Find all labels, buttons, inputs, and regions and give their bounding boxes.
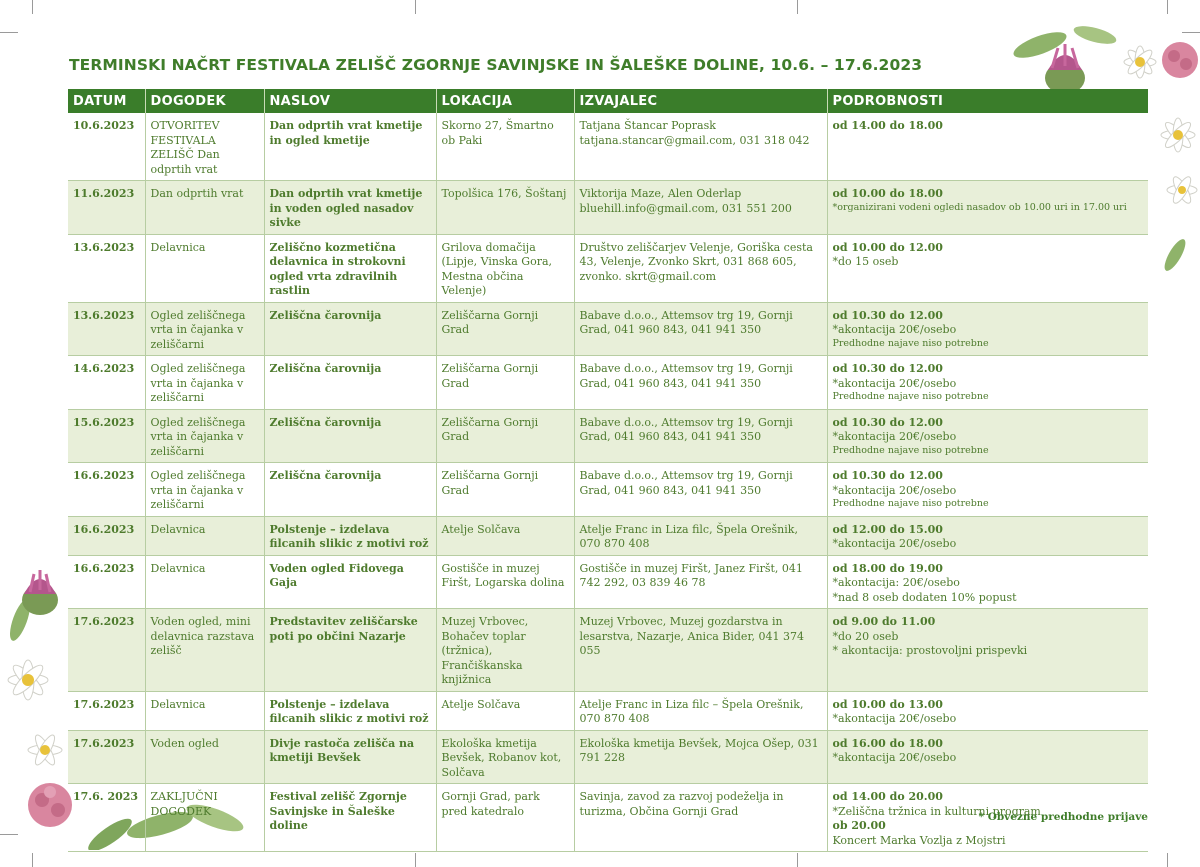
cell-podrobnosti	[827, 555, 1148, 609]
cell-izvajalec: Gostišče in muzej Firšt, Janez Firšt, 041 742 292, 03 839 46 78	[574, 555, 827, 609]
cell-lokacija: Skorno 27, Šmartno ob Paki	[436, 113, 574, 181]
cell-naslov: Zeliščna čarovnija	[264, 409, 436, 463]
cell-naslov: Dan odprtih vrat kmetije in ogled kmetije	[264, 113, 436, 181]
cell-dogodek: ZAKLJUČNI DOGODEK	[145, 784, 264, 852]
event-note: *akontacija 20€/osebo	[832, 376, 957, 390]
event-note-small: Predhodne najave niso potrebne	[832, 337, 989, 349]
event-time: od 10.00 do 12.00	[832, 240, 943, 254]
event-note: *nad 8 oseb dodaten 10% popust	[832, 590, 1017, 604]
cell-lokacija: Atelje Solčava	[436, 516, 574, 555]
cell-izvajalec: Babave d.o.o., Attemsov trg 19, Gornji Grad, 041 960 843, 041 941 350	[574, 463, 827, 517]
event-time: od 14.00 do 18.00	[832, 119, 943, 132]
event-note: *akontacija 20€/osebo	[832, 712, 957, 725]
cell-izvajalec: Babave d.o.o., Attemsov trg 19, Gornji Grad, 041 960 843, 041 941 350	[574, 356, 827, 410]
cell-podrobnosti	[827, 113, 1148, 181]
event-note-small: Predhodne najave niso potrebne	[832, 498, 989, 509]
cell-izvajalec: Tatjana Štancar Poprask tatjana.stancar@gmail.com, 031 318 042	[574, 113, 827, 181]
table-row	[68, 730, 1148, 784]
cell-datum: 17.6.2023	[68, 609, 145, 692]
table-row	[68, 234, 1148, 302]
cell-lokacija: Gostišče in muzej Firšt, Logarska dolina	[436, 555, 574, 609]
event-time: od 10.30 do 12.00	[832, 469, 943, 482]
cell-podrobnosti	[827, 609, 1148, 692]
cell-lokacija: Grilova domačija (Lipje, Vinska Gora, Mestna občina Velenje)	[436, 234, 574, 302]
event-note: Koncert Marka Vozlja z Mojstri	[832, 833, 1006, 847]
daisy-icon	[8, 660, 62, 767]
table-header-row	[68, 89, 1148, 113]
event-time-2: ob 20.00	[832, 819, 886, 832]
event-note-small: Predhodne najave niso potrebne	[832, 391, 989, 402]
cell-podrobnosti	[827, 691, 1148, 730]
cell-datum: 17.6.2023	[68, 730, 145, 784]
table-row	[68, 409, 1148, 463]
cell-izvajalec: Babave d.o.o., Attemsov trg 19, Gornji Grad, 041 960 843, 041 941 350	[574, 409, 827, 463]
crop-mark	[32, 853, 33, 867]
cell-naslov: Polstenje – izdelava filcanih slikic z motivi rož	[264, 516, 436, 555]
event-time: od 10.00 do 13.00	[832, 697, 943, 711]
table-row	[68, 181, 1148, 235]
cell-dogodek: Delavnica	[145, 555, 264, 609]
cell-podrobnosti	[827, 516, 1148, 555]
cell-dogodek: Ogled zeliščnega vrta in čajanka v zeliščarni	[145, 356, 264, 410]
cell-dogodek: Ogled zeliščnega vrta in čajanka v zeliščarni	[145, 463, 264, 517]
cell-izvajalec: Viktorija Maze, Alen Oderlap bluehill.info@gmail.com, 031 551 200	[574, 181, 827, 235]
cell-lokacija: Topolšica 176, Šoštanj	[436, 181, 574, 235]
event-time: od 9.00 do 11.00	[832, 615, 936, 628]
event-time: od 14.00 do 20.00	[832, 790, 943, 803]
event-note-small: Predhodne najave niso potrebne	[832, 444, 989, 456]
cell-lokacija: Atelje Solčava	[436, 691, 574, 730]
cell-lokacija: Zeliščarna Gornji Grad	[436, 356, 574, 410]
cell-podrobnosti	[827, 302, 1148, 356]
cell-naslov: Dan odprtih vrat kmetije in voden ogled nasadov sivke	[264, 181, 436, 235]
cell-podrobnosti	[827, 463, 1148, 517]
crop-mark	[797, 853, 798, 867]
cell-datum: 17.6.2023	[68, 691, 145, 730]
event-note: *do 15 oseb	[832, 255, 899, 268]
cell-datum: 11.6.2023	[68, 181, 145, 235]
cell-datum: 13.6.2023	[68, 234, 145, 302]
cell-lokacija: Gornji Grad, park pred katedralo	[436, 784, 574, 852]
cell-izvajalec: Babave d.o.o., Attemsov trg 19, Gornji Grad, 041 960 843, 041 941 350	[574, 302, 827, 356]
cell-naslov: Zeliščna čarovnija	[264, 356, 436, 410]
clover-flower-icon	[28, 783, 72, 827]
event-time: od 10.30 do 12.00	[832, 308, 943, 322]
cell-dogodek: Ogled zeliščnega vrta in čajanka v zeliščarni	[145, 302, 264, 356]
cell-naslov: Divje rastoča zelišča na kmetiji Bevšek	[264, 730, 436, 784]
table-row	[68, 516, 1148, 555]
cell-lokacija: Muzej Vrbovec, Bohačev toplar (tržnica), Frančiškanska knjižnica	[436, 609, 574, 692]
cell-dogodek: Dan odprtih vrat	[145, 181, 264, 235]
table-row	[68, 555, 1148, 609]
column-header-izvajalec: IZVAJALEC	[574, 89, 827, 113]
cell-dogodek: OTVORITEV FESTIVALA ZELIŠČ Dan odprtih vrat	[145, 113, 264, 181]
cell-datum: 16.6.2023	[68, 516, 145, 555]
clover-flower-icon	[1162, 42, 1198, 78]
event-note: *do 20 oseb	[832, 629, 899, 643]
table-row	[68, 302, 1148, 356]
event-note: *akontacija 20€/osebo	[832, 323, 957, 336]
event-time: od 16.00 do 18.00	[832, 736, 943, 750]
footnote: * Obvezne predhodne prijave	[978, 811, 1148, 823]
cell-izvajalec: Atelje Franc in Liza filc, Špela Orešnik, 070 870 408	[574, 516, 827, 555]
cell-naslov: Polstenje – izdelava filcanih slikic z motivi rož	[264, 691, 436, 730]
cell-datum: 17.6. 2023	[68, 784, 145, 852]
cell-podrobnosti	[827, 730, 1148, 784]
table-row	[68, 691, 1148, 730]
table-row	[68, 463, 1148, 517]
cell-datum: 14.6.2023	[68, 356, 145, 410]
event-note: *akontacija 20€/osebo	[832, 483, 957, 497]
column-header-datum: DATUM	[68, 89, 145, 113]
event-note: *Zeliščna tržnica in kulturni program	[832, 804, 1041, 818]
event-time: od 18.00 do 19.00	[832, 561, 943, 575]
table-row	[68, 609, 1148, 692]
cell-dogodek: Ogled zeliščnega vrta in čajanka v zeliščarni	[145, 409, 264, 463]
cell-naslov: Festival zelišč Zgornje Savinjske in Šaleške doline	[264, 784, 436, 852]
event-time: od 10.30 do 12.00	[832, 362, 943, 375]
crop-mark	[1167, 853, 1168, 867]
cell-izvajalec: Ekološka kmetija Bevšek, Mojca Ošep, 031 791 228	[574, 730, 827, 784]
cell-dogodek: Delavnica	[145, 691, 264, 730]
table-row	[68, 356, 1148, 410]
cell-datum: 16.6.2023	[68, 555, 145, 609]
cell-naslov: Zeliščno kozmetična delavnica in strokovni ogled vrta zdravilnih rastlin	[264, 234, 436, 302]
cell-izvajalec: Muzej Vrbovec, Muzej gozdarstva in lesarstva, Nazarje, Anica Bider, 041 374 055	[574, 609, 827, 692]
cell-dogodek: Voden ogled	[145, 730, 264, 784]
cell-datum: 15.6.2023	[68, 409, 145, 463]
schedule-table	[68, 89, 1148, 852]
cell-lokacija: Ekološka kmetija Bevšek, Robanov kot, Solčava	[436, 730, 574, 784]
cell-podrobnosti	[827, 181, 1148, 235]
cell-datum: 10.6.2023	[68, 113, 145, 181]
event-time: od 10.00 do 18.00	[832, 187, 943, 200]
table-row	[68, 113, 1148, 181]
cell-dogodek: Delavnica	[145, 234, 264, 302]
cell-dogodek: Delavnica	[145, 516, 264, 555]
crop-mark	[797, 0, 798, 14]
thistle-flower-icon	[22, 570, 58, 615]
cell-podrobnosti	[827, 409, 1148, 463]
cell-lokacija: Zeliščarna Gornji Grad	[436, 302, 574, 356]
cell-naslov: Zeliščna čarovnija	[264, 302, 436, 356]
crop-mark	[32, 0, 33, 14]
event-time: od 12.00 do 15.00	[832, 522, 943, 536]
event-note: *akontacija 20€/osebo	[832, 751, 957, 764]
cell-naslov: Zeliščna čarovnija	[264, 463, 436, 517]
event-time: od 10.30 do 12.00	[832, 415, 943, 429]
cell-lokacija: Zeliščarna Gornji Grad	[436, 463, 574, 517]
cell-izvajalec: Atelje Franc in Liza filc – Špela Orešnik, 070 870 408	[574, 691, 827, 730]
event-note: *akontacija 20€/osebo	[832, 430, 957, 443]
cell-podrobnosti	[827, 356, 1148, 410]
crop-mark	[1167, 0, 1168, 14]
cell-izvajalec: Savinja, zavod za razvoj podeželja in turizma, Občina Gornji Grad	[574, 784, 827, 852]
crop-mark	[0, 32, 18, 33]
cell-dogodek: Voden ogled, mini delavnica razstava zelišč	[145, 609, 264, 692]
column-header-dogodek: DOGODEK	[145, 89, 264, 113]
cell-podrobnosti	[827, 234, 1148, 302]
cell-lokacija: Zeliščarna Gornji Grad	[436, 409, 574, 463]
cell-datum: 13.6.2023	[68, 302, 145, 356]
crop-mark	[415, 853, 416, 867]
event-note: *akontacija 20€/osebo	[832, 537, 957, 550]
event-note: *organizirani vodeni ogledi nasadov ob 10.00 uri in 17.00 uri	[832, 201, 1127, 213]
cell-naslov: Voden ogled Fidovega Gaja	[264, 555, 436, 609]
cell-izvajalec: Društvo zeliščarjev Velenje, Goriška cesta 43, Velenje, Zvonko Skrt, 031 868 605, zvonko. skrt@gmail.com	[574, 234, 827, 302]
crop-mark	[415, 0, 416, 14]
page-title: TERMINSKI NAČRT FESTIVALA ZELIŠČ ZGORNJE SAVINJSKE IN ŠALEŠKE DOLINE, 10.6. – 17.6.2023	[69, 56, 923, 74]
column-header-naslov: NASLOV	[264, 89, 436, 113]
column-header-lokacija: LOKACIJA	[436, 89, 574, 113]
cell-datum: 16.6.2023	[68, 463, 145, 517]
event-note: *akontacija: 20€/osebo	[832, 576, 960, 589]
cell-naslov: Predstavitev zeliščarske poti po občini Nazarje	[264, 609, 436, 692]
event-note: * akontacija: prostovoljni prispevki	[832, 644, 1028, 657]
column-header-podrobnosti: PODROBNOSTI	[827, 89, 1148, 113]
